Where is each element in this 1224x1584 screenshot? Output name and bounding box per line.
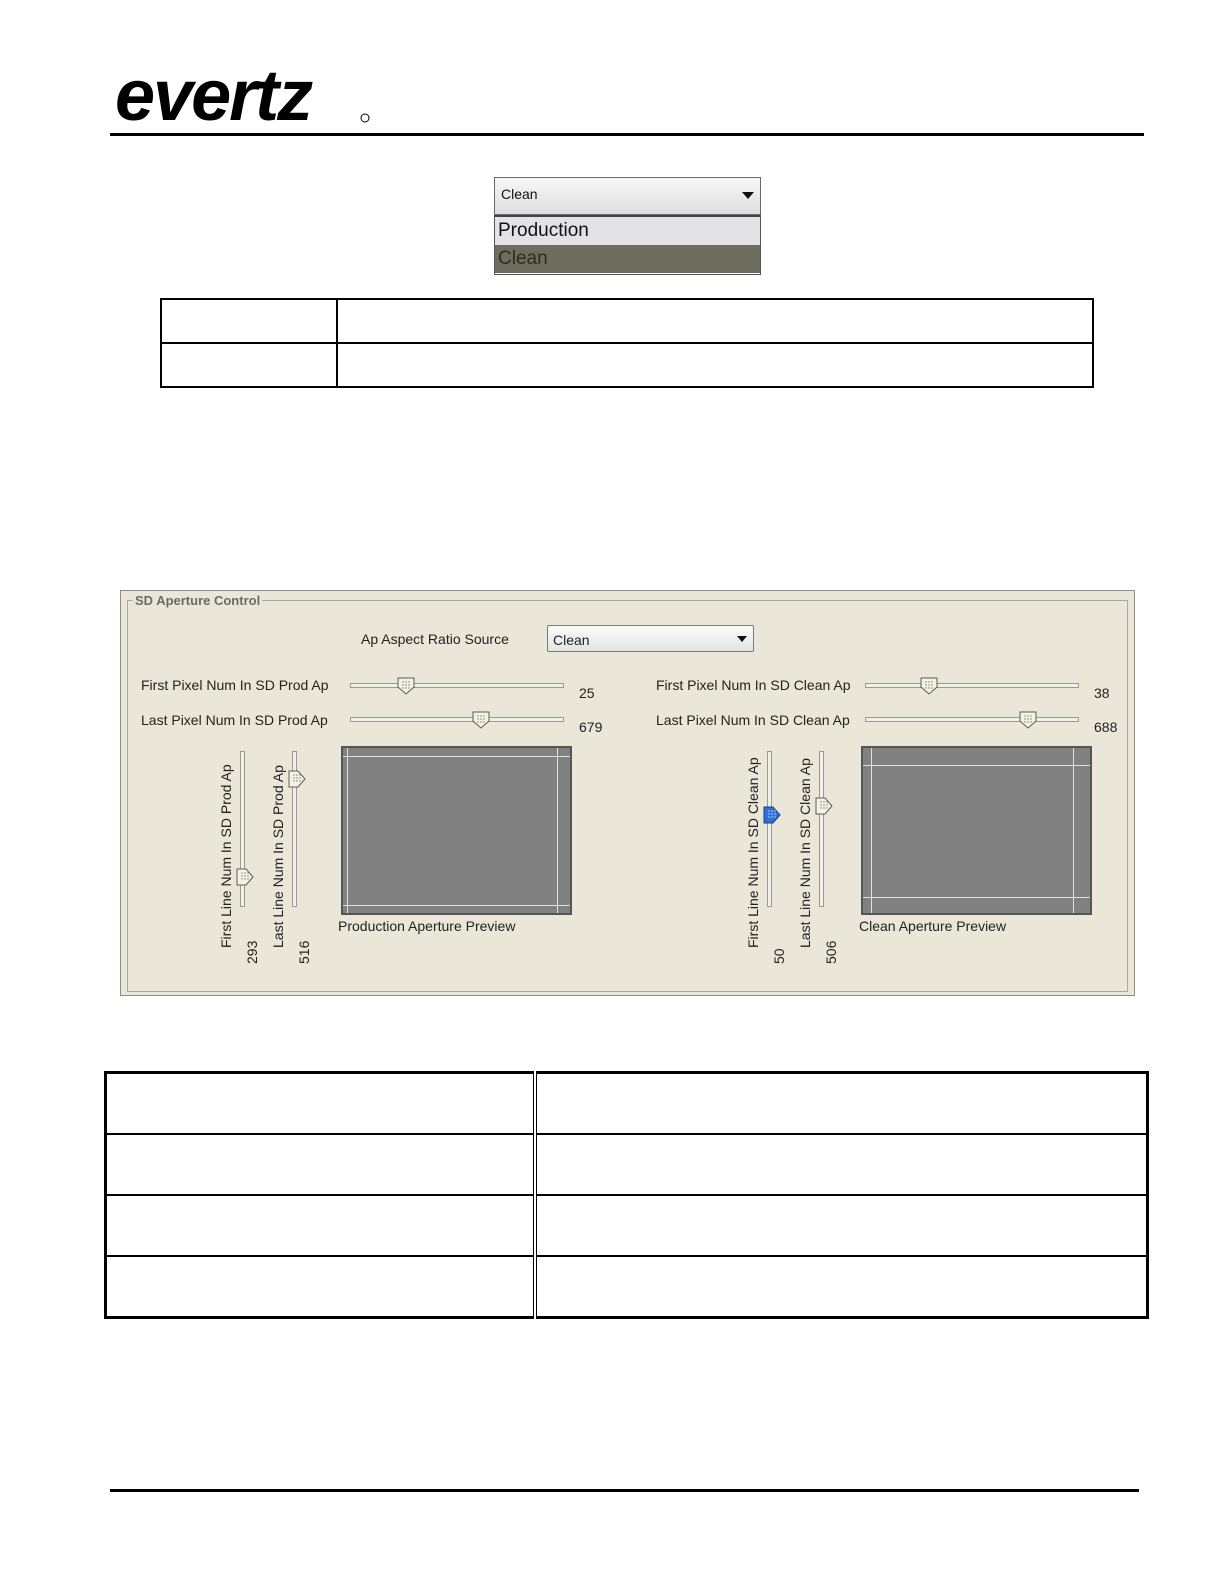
parameters-table (104, 1071, 1149, 1319)
prod-first-pixel-slider[interactable] (350, 683, 564, 688)
slider-thumb[interactable] (472, 711, 490, 729)
clean-first-pixel-value: 38 (1094, 685, 1110, 701)
preview-guide-line (871, 748, 872, 913)
slider-thumb[interactable] (288, 770, 306, 788)
preview-guide-line (343, 756, 570, 757)
production-aperture-preview (341, 746, 572, 915)
prod-last-pixel-slider[interactable] (350, 717, 564, 722)
table-cell (106, 1073, 536, 1135)
preview-guide-line (1073, 748, 1074, 913)
clean-last-pixel-slider[interactable] (865, 717, 1079, 722)
clean-first-line-slider[interactable] (767, 751, 772, 907)
clean-preview-label: Clean Aperture Preview (859, 918, 1007, 934)
header-rule (110, 133, 1144, 136)
chevron-down-icon[interactable] (742, 192, 754, 199)
table-row (106, 1195, 1148, 1256)
aspect-source-label: Ap Aspect Ratio Source (361, 631, 509, 647)
prod-first-line-label: First Line Num In SD Prod Ap (218, 764, 234, 948)
slider-thumb[interactable] (397, 677, 415, 695)
preview-guide-line (863, 897, 1090, 898)
table-cell (337, 299, 1093, 343)
clean-last-pixel-value: 688 (1094, 719, 1118, 735)
table-row (106, 1134, 1148, 1195)
table-cell (106, 1134, 536, 1195)
clean-first-line-label: First Line Num In SD Clean Ap (745, 757, 761, 948)
table-cell (535, 1256, 1148, 1318)
aspect-source-dropdown-snapshot[interactable] (494, 177, 761, 275)
clean-first-pixel-slider[interactable] (865, 683, 1079, 688)
table-cell (535, 1134, 1148, 1195)
slider-thumb[interactable] (236, 868, 254, 886)
prod-first-pixel-label: First Pixel Num In SD Prod Ap (141, 677, 329, 693)
aspect-source-value: Clean (553, 632, 590, 648)
prod-last-pixel-label: Last Pixel Num In SD Prod Ap (141, 712, 328, 728)
clean-first-line-value: 50 (771, 948, 787, 964)
evertz-logo (113, 62, 375, 128)
table-cell (535, 1195, 1148, 1256)
prod-first-pixel-value: 25 (579, 685, 595, 701)
preview-guide-line (343, 905, 570, 906)
prod-last-line-value: 516 (296, 940, 312, 964)
prod-last-line-label: Last Line Num In SD Prod Ap (270, 765, 286, 948)
clean-aperture-preview (861, 746, 1092, 915)
clean-last-pixel-label: Last Pixel Num In SD Clean Ap (656, 712, 850, 728)
clean-first-pixel-label: First Pixel Num In SD Clean Ap (656, 677, 851, 693)
clean-last-line-label: Last Line Num In SD Clean Ap (797, 758, 813, 948)
table-row (161, 343, 1093, 387)
preview-guide-line (863, 765, 1090, 766)
table-cell (106, 1195, 536, 1256)
production-preview-label: Production Aperture Preview (338, 918, 516, 934)
table-row (161, 299, 1093, 343)
slider-thumb[interactable] (920, 677, 938, 695)
prod-last-pixel-value: 679 (579, 719, 603, 735)
table-row (106, 1256, 1148, 1318)
table-cell (161, 343, 337, 387)
dropdown-options-list (494, 215, 761, 275)
dropdown-option-production[interactable]: Production (495, 217, 760, 245)
table-cell (106, 1256, 536, 1318)
slider-thumb[interactable] (815, 797, 833, 815)
slider-thumb[interactable] (763, 806, 781, 824)
panel-title: SD Aperture Control (135, 593, 261, 608)
table-cell (535, 1073, 1148, 1135)
table-row (106, 1073, 1148, 1135)
clean-last-line-slider[interactable] (819, 751, 824, 907)
dropdown-select[interactable] (494, 177, 761, 215)
table-cell (337, 343, 1093, 387)
clean-last-line-value: 506 (823, 940, 839, 964)
dropdown-selected-value: Clean (501, 186, 538, 202)
footer-rule (110, 1489, 1139, 1492)
slider-thumb[interactable] (1019, 711, 1037, 729)
options-table (160, 298, 1094, 388)
svg-text:evertz: evertz (115, 62, 312, 128)
preview-guide-line (557, 748, 558, 913)
dropdown-option-clean[interactable]: Clean (495, 245, 760, 273)
aspect-source-select[interactable] (547, 625, 754, 652)
chevron-down-icon[interactable] (737, 636, 747, 642)
table-cell (161, 299, 337, 343)
preview-guide-line (347, 748, 348, 913)
prod-first-line-value: 293 (244, 940, 260, 964)
